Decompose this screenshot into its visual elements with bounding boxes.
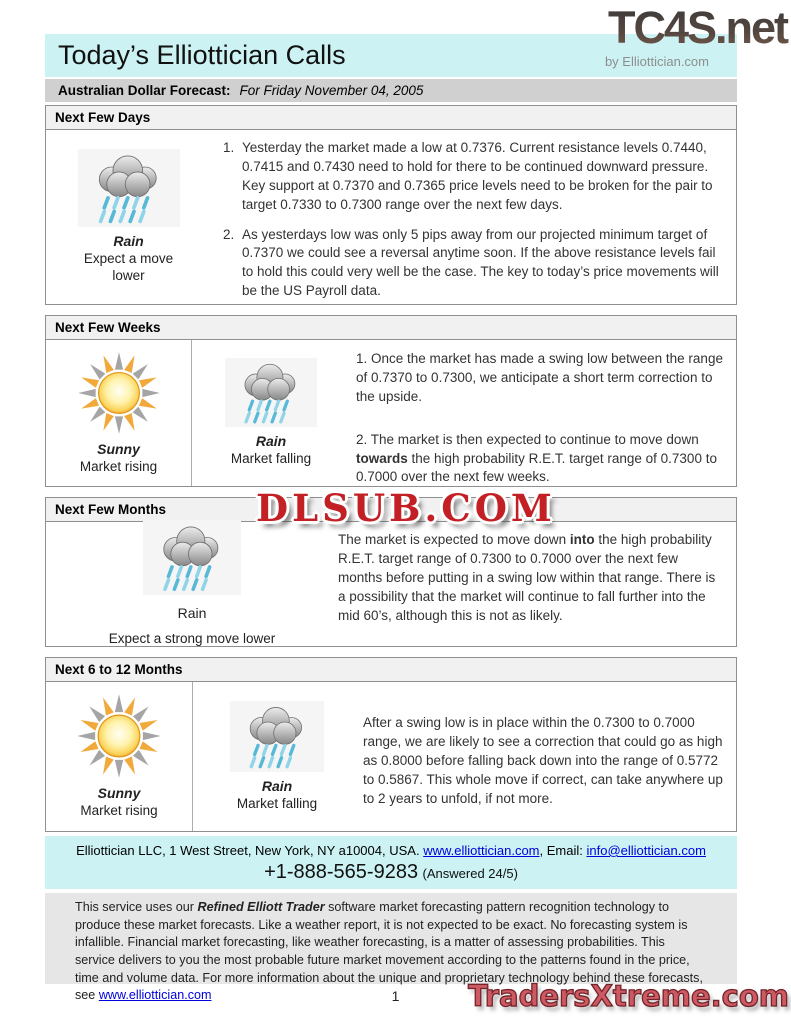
rain-icon: [143, 520, 241, 595]
weather-cell: [192, 340, 350, 486]
rain-icon: [225, 358, 317, 427]
footer-address: [45, 843, 737, 858]
disclaimer-product-name: Refined Elliott Trader: [197, 900, 325, 914]
weather-cell: [46, 130, 211, 304]
forecast-label: Australian Dollar Forecast:: [58, 83, 231, 98]
logo-byline: by Elliottician.com: [604, 54, 709, 69]
section-title: Next Few Months: [46, 498, 736, 522]
forecast-point: 1. Yesterday the market made a low at 0.7376. Current resistance levels 0.7440, 0.7415 and 0.7430 need to hold for there to be continued downward pressure. Key support at 0.7370 and 0.7365 price levels need to be broken for the pair to target 0.7330 to 0.7300 range over the next few days.: [238, 139, 722, 215]
sun-icon: [76, 693, 162, 779]
paragraph-part: The market is expected to move down: [338, 532, 570, 547]
dlsub-watermark: DLSUB.COM: [256, 486, 556, 530]
forecast-point: 2. As yesterdays low was only 5 pips away from our projected minimum target of 0.7370 we could see a reversal anytime soon. If the above resistance levels fail to hold this could very well be the case. The key to today’s price movements will be the US Payroll data.: [238, 226, 722, 302]
forecast-text: [338, 522, 736, 646]
weather-caption: Market rising: [79, 458, 158, 474]
paragraph-part: 2. The market is then expected to continue to move down: [356, 431, 699, 447]
tradersxtreme-watermark: TradersXtreme.com: [468, 979, 789, 1013]
weather-condition: Sunny: [97, 440, 140, 457]
weather-caption: Expect a move lower: [83, 251, 174, 283]
weather-cell: [46, 340, 192, 486]
section-next-few-days: [45, 105, 737, 305]
disclaimer-text: software market forecasting pattern recognition technology to produce these market forecasts. Like a weather report, it is not expected to be exact. No forecasting system is infallible. Financial market forecasting, like weather forecasting, is a matter of assessing probabilities. This service delivers to you the most probable future market movement according to the patterns found in the price, time and volume data. For more information about the unique and proprietary technology behind these forecasts, see: [75, 900, 703, 1003]
forecast-text: [361, 682, 736, 831]
forecast-paragraph: [338, 531, 724, 625]
weather-condition: Rain: [255, 433, 287, 450]
address-text: , Email:: [539, 843, 587, 858]
rain-icon: [230, 701, 324, 772]
weather-caption: Market rising: [80, 803, 158, 819]
site-logo: [584, 2, 789, 69]
forecast-text: [211, 130, 736, 304]
forecast-paragraph: After a swing low is in place within the 0.7300 to 0.7000 range, we are likely to see a correction that could go as high as 0.8000 before falling back down into the range of 0.5772 to 0.5867. This whole move if correct, can take anywhere up to 2 years to unfold, if not more.: [363, 715, 723, 806]
weather-caption: Expect a strong move lower: [108, 631, 276, 647]
section-title: Next Few Weeks: [46, 316, 736, 340]
forecast-paragraph: 1. Once the market has made a swing low between the range of 0.7370 to 0.7300, we anticipate a short term correction to the upside.: [356, 351, 723, 404]
page-number: 1: [391, 988, 400, 1004]
paragraph-part: the high probability R.E.T. target range of 0.7300 to 0.7000 over the next few months before putting in a swing low within that range. There is a possibility that the market will continue to fall further into the mid 60’s, although this is not as likely.: [338, 532, 716, 623]
section-next-6-to-12-months: [45, 657, 737, 832]
section-title: Next 6 to 12 Months: [46, 658, 736, 682]
weather-cell: [46, 522, 338, 646]
weather-condition: Rain: [261, 777, 293, 794]
weather-cell: [46, 682, 193, 831]
section-next-few-weeks: [45, 315, 737, 487]
disclaimer-text: This service uses our: [75, 900, 198, 914]
forecast-list: [211, 139, 722, 301]
paragraph-emphasis: towards: [356, 450, 408, 466]
sun-icon: [77, 351, 161, 435]
page-title: Today’s Elliottician Calls: [58, 40, 346, 70]
weather-condition: Rain: [113, 233, 144, 250]
website-link[interactable]: www.elliottician.com: [423, 843, 540, 858]
logo-text: TC4S.net: [607, 2, 787, 49]
forecast-date: For Friday November 04, 2005: [239, 83, 424, 98]
weather-caption: Market falling: [230, 451, 312, 467]
address-text: Elliottician LLC, 1 West Street, New York, NY a10004, USA.: [76, 843, 424, 858]
weather-caption: Market falling: [236, 795, 318, 811]
phone-number: +1-888-565-9283: [264, 861, 419, 883]
weather-condition: Rain: [177, 605, 207, 622]
weather-cell: [193, 682, 361, 831]
forecast-bar: [45, 79, 737, 102]
weather-condition: Sunny: [97, 785, 141, 802]
email-link[interactable]: info@elliottician.com: [586, 843, 706, 858]
website-link[interactable]: www.elliottician.com: [98, 988, 212, 1003]
footer-phone-line: [45, 861, 737, 884]
footer-contact-band: [45, 836, 737, 889]
forecast-paragraph: [356, 431, 724, 488]
paragraph-emphasis: into: [569, 532, 595, 547]
section-title: Next Few Days: [46, 106, 736, 130]
paragraph-part: the high probability R.E.T. target range of 0.7300 to 0.7000 over the next few weeks.: [356, 450, 717, 485]
phone-note: (Answered 24/5): [422, 866, 518, 881]
rain-icon: [78, 149, 180, 227]
forecast-text: [350, 340, 736, 486]
logo-graphic: [584, 2, 789, 49]
